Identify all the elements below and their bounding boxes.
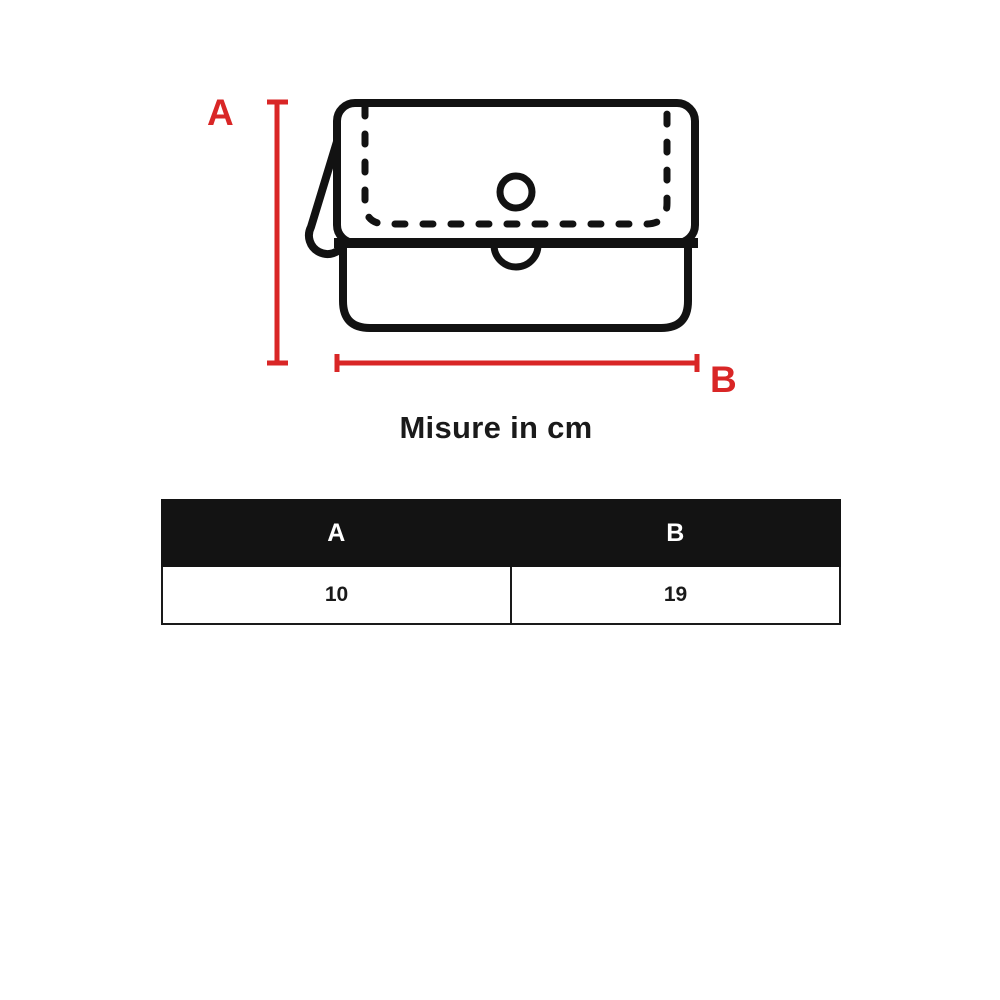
snap-button-icon (500, 176, 532, 208)
clutch-bag-icon (309, 103, 698, 328)
dimension-b-label: B (710, 359, 737, 400)
table-cell-b-value: 19 (511, 566, 840, 624)
measurements-title: Misure in cm (399, 410, 593, 445)
table-header-a: A (162, 500, 511, 566)
table-row (162, 566, 840, 624)
bag-body-outline (343, 240, 688, 328)
table-header-row (162, 500, 840, 566)
dimension-a-label: A (207, 92, 234, 133)
measurements-table (161, 499, 841, 625)
table-cell-a-value: 10 (162, 566, 511, 624)
table-header-b: B (511, 500, 840, 566)
